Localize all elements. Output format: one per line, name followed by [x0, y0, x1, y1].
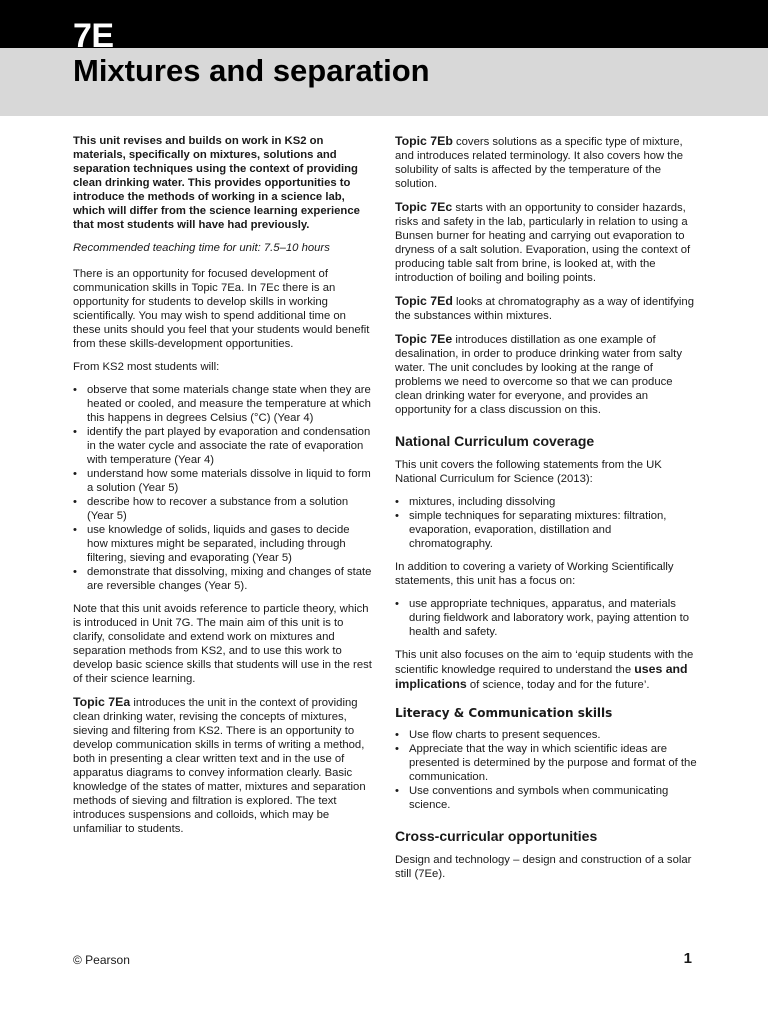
- ws-list: [395, 597, 697, 639]
- list-item: • Use conventions and symbols when communicating science.: [395, 784, 697, 812]
- list-item: • Use flow charts to present sequences.: [395, 728, 697, 742]
- literacy-list: [395, 728, 697, 812]
- page-title: Mixtures and separation: [73, 53, 430, 88]
- topic-label: Topic 7Eb: [395, 134, 453, 148]
- cross-curricular-text: Design and technology – design and construction of a solar still (7Ee).: [395, 854, 692, 880]
- topic-text: introduces the unit in the context of providing clean drinking water, revising the concepts of mixtures, sieving and filtering from KS2. There is an opportunity to develop communication skills in terms of writing a method, both in presenting a clear written text and in the use of apparatus diagrams to convey information clearly. Basic knowledge of the states of matter, mixtures and separation methods of sieving and filtration is explored. The text introduces suspensions and colloids, which may be unfamiliar to students.: [73, 697, 366, 835]
- topic-text: covers solutions as a specific type of mixture, and introduces related terminology. It also covers how the solubility of salts is affected by the temperature of the solution.: [395, 136, 684, 190]
- list-item: • mixtures, including dissolving: [395, 495, 697, 509]
- ws-intro: In addition to covering a variety of Working Scientifically statements, this unit has a focus on:: [395, 561, 674, 587]
- list-item: • Appreciate that the way in which scientific ideas are presented is determined by the purpose and format of the communication.: [395, 742, 697, 784]
- header-bar: [0, 0, 768, 48]
- topic-label: Topic 7Ee: [395, 332, 453, 346]
- list-item: • simple techniques for separating mixtures: filtration, evaporation, evaporation, distillation and chromatography.: [395, 509, 697, 551]
- topic-7ed-paragraph: [395, 294, 697, 323]
- list-item: • use appropriate techniques, apparatus, and materials during fieldwork and laboratory work, paying attention to health and safety.: [395, 597, 697, 639]
- topic-text: introduces distillation as one example of desalination, in order to produce drinking water from salty water. The unit concludes by looking at the range of problems we need to overcome so that we can produce clean drinking water for everyone, and provides an opportunity for a class discussion on this.: [395, 334, 682, 416]
- list-item: • identify the part played by evaporation and condensation in the water cycle and associate the rate of evaporation with temperature (Year 4): [73, 425, 373, 467]
- right-column: [395, 134, 697, 890]
- topic-7ee-paragraph: [395, 332, 697, 417]
- topic-7ea-paragraph: [73, 695, 373, 836]
- cross-curricular-heading: Cross-curricular opportunities: [395, 828, 598, 844]
- national-curriculum-heading: National Curriculum coverage: [395, 433, 595, 449]
- topic-7ec-paragraph: [395, 200, 697, 285]
- topic-text: starts with an opportunity to consider hazards, risks and safety in the lab, particularly in relation to using a Bunsen burner for heating and carrying out evaporation to dryness of a salt solution. Evaporation, using the context of producing table salt from brine, is looked at, with the introduction of boiling and boiling points.: [395, 202, 691, 284]
- emphasis: uses and implications: [395, 662, 688, 691]
- list-item: • describe how to recover a substance from a solution (Year 5): [73, 495, 373, 523]
- list-item: • understand how some materials dissolve in liquid to form a solution (Year 5): [73, 467, 373, 495]
- left-column: [73, 134, 373, 845]
- literacy-heading: Literacy & Communication skills: [395, 706, 613, 720]
- topic-text: looks at chromatography as a way of identifying the substances within mixtures.: [395, 296, 694, 322]
- aim-paragraph: This unit also focuses on the aim to ‘equip students with the scientific knowledge required to understand the uses and implications of science, today and for the future’.: [395, 649, 694, 691]
- topic-7eb-paragraph: [395, 134, 697, 191]
- copyright: © Pearson: [73, 953, 130, 967]
- nc-list: [395, 495, 697, 551]
- note-paragraph: Note that this unit avoids reference to particle theory, which is introduced in Unit 7G. The main aim of this unit is to clarify, consolidate and extend work on mixtures and separation methods from KS2, and to use this work to develop basic science skills that students will use in the rest of their science learning.: [73, 603, 372, 685]
- teaching-time: Recommended teaching time for unit: 7.5–10 hours: [73, 242, 330, 254]
- unit-code: 7E: [73, 17, 114, 55]
- list-item: • use knowledge of solids, liquids and gases to decide how mixtures might be separated, including through filtering, sieving and evaporating (Year 5): [73, 523, 373, 565]
- nc-intro: This unit covers the following statements from the UK National Curriculum for Science (2013):: [395, 459, 662, 485]
- page-number: 1: [683, 950, 692, 967]
- list-item: • observe that some materials change state when they are heated or cooled, and measure the temperature at which this happens in degrees Celsius (°C) (Year 4): [73, 383, 373, 425]
- topic-label: Topic 7Ea: [73, 695, 131, 709]
- ks2-list: [73, 383, 373, 593]
- communication-paragraph: There is an opportunity for focused development of communication skills in Topic 7Ea. In 7Ec there is an opportunity for students to develop skills in working scientifically. You may wish to spend additional time on these units should you feel that your students would benefit from these skills-development opportunities.: [73, 268, 370, 350]
- ks2-lead: From KS2 most students will:: [73, 361, 220, 373]
- topic-label: Topic 7Ed: [395, 294, 453, 308]
- list-item: • demonstrate that dissolving, mixing and changes of state are reversible changes (Year 5).: [73, 565, 373, 593]
- intro-paragraph: This unit revises and builds on work in KS2 on materials, specifically on mixtures, solutions and separation techniques using the context of providing clean drinking water. This provides opportunities to introduce the methods of working in a science lab, which will differ from the science learning experience that most students will have had previously.: [73, 135, 360, 231]
- topic-label: Topic 7Ec: [395, 200, 453, 214]
